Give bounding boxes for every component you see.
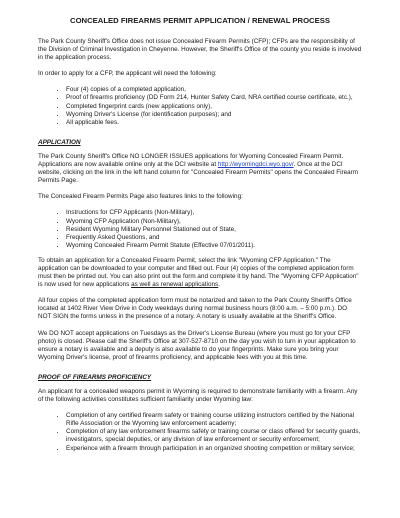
application-paragraph-3: All four copies of the completed application form must be notarized and taken to the Park County Sheriff's Office located at 1402 River View Drive in Cody weekdays during normal business hours (8:00 a.m. – 5:00 p.m.). DO NOT SIGN the forms unless in the presence of a notary. A notary is usually available at the Sheriff's Office.: [38, 297, 352, 321]
list-item: • Resident Wyoming Military Personnel Stationed out of State,: [66, 226, 362, 234]
list-item: • Wyoming Driver's License (for identification purposes); and: [66, 111, 362, 119]
list-item: • Instructions for CFP Applicants (Non-Military),: [66, 209, 362, 217]
list-item: • Wyoming Concealed Firearm Permit Statute (Effective 07/01/2011).: [66, 242, 362, 250]
document-title: CONCEALED FIREARMS PERMIT APPLICATION / RENEWAL PROCESS: [70, 16, 330, 25]
list-item: • Four (4) copies of a completed application,: [66, 86, 362, 94]
application-text: To obtain an application for a Concealed Firearm Permit, select the link "Wyoming CFP Application." The application can be downloaded to your computer and filled out. Four (4) copies of the completed application form must then be printed out. You can also print out the form and complete it by hand. The "Wyoming CFP Application" is now used for new applications: [38, 256, 359, 289]
list-item: • Wyoming CFP Application (Non-Military),: [66, 218, 362, 226]
application-paragraph-4: We DO NOT accept applications on Tuesdays as the Driver's License Bureau (where you must go for your CFP photo) is closed. Please call the Sheriff's Office at 307-527-8710 on the day you wish to turn in your application to ensure a notary is available and a deputy is also available to do your fingerprints. Make sure you bring your Wyoming Driver's license, proof of firearms proficiency, and applicable fees with you at this time.: [38, 329, 356, 361]
application-text: . Once at the DCI website, clicking on the link in the left hand column for "Concealed Firearm Permits" opens the Concealed Firearm Permits Page.: [38, 161, 359, 185]
application-heading: APPLICATION: [38, 138, 81, 146]
renewal-emphasis: as well as renewal applications: [131, 281, 219, 289]
application-text: .: [218, 281, 220, 289]
list-item: • All applicable fees.: [66, 119, 362, 127]
list-item: • Completed fingerprint cards (new applications only),: [66, 103, 362, 111]
proficiency-list: [38, 412, 362, 452]
list-item: • Proof of firearms proficiency (DD Form 214, Hunter Safety Card, NRA certified course certificate, etc.),: [66, 94, 362, 102]
application-paragraph-1: [38, 153, 362, 185]
page-links-list: [38, 209, 362, 249]
dci-website-link[interactable]: http://wyomingdci.wyo.gov/: [217, 161, 294, 169]
links-lead: The Concealed Firearm Permits Page also features links to the following:: [38, 193, 243, 201]
proficiency-paragraph: An applicant for a concealed weapons permit in Wyoming is required to demonstrate familiarity with a firearm. Any of the following activities constitutes sufficient familiarity under Wyoming law:: [38, 388, 358, 404]
list-item: • Completion of any certified firearm safety or training course utilizing instructors certified by the National Rifle Association or the Wyoming law enforcement academy;: [66, 412, 362, 428]
intro-paragraph: The Park County Sheriff's Office does not issue Concealed Firearm Permits (CFP); CFPs are the responsibility of the Division of Criminal Investigation in Cheyenne. However, the Sheriff's Office of the county you reside is involved in the application process.: [38, 38, 362, 62]
requirements-list: [38, 86, 362, 126]
proficiency-heading: PROOF OF FIREARMS PROFICIENCY: [38, 373, 152, 381]
list-item: • Completion of any law enforcement firearms safety or training course or class offered for security guards, investigators, special deputies, or any division of law enforcement or security enforcement;: [66, 428, 362, 444]
requirements-lead: In order to apply for a CFP, the applicant will need the following:: [38, 70, 217, 78]
list-item: • Frequently Asked Questions, and: [66, 234, 362, 242]
application-paragraph-2: [38, 257, 362, 289]
application-text: The Park County Sheriff's Office NO LONGER ISSUES applications for Wyoming Concealed Firearm Permit. Applications are now available online only at the DCI website at: [38, 152, 344, 169]
list-item: • Experience with a firearm through participation in an organized shooting competition or military service;: [66, 445, 362, 453]
